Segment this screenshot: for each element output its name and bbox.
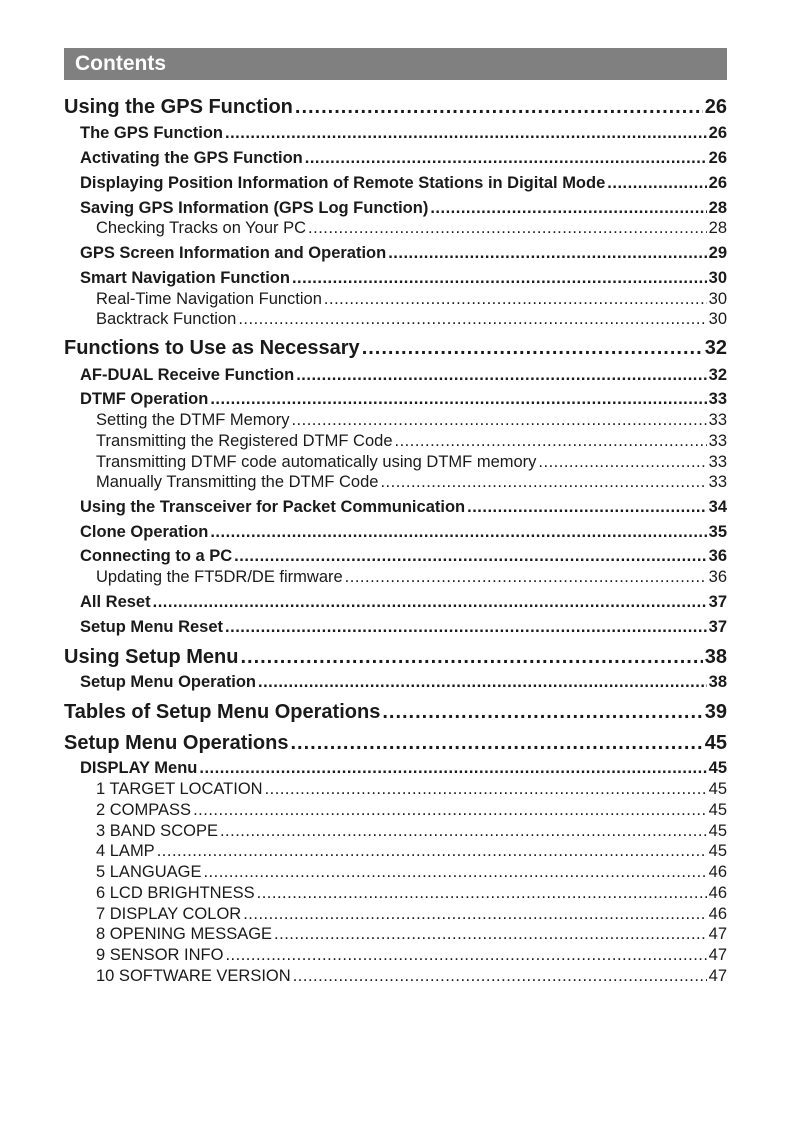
toc-item-entry[interactable] [96,904,727,924]
toc-entry-title: 2 COMPASS [96,801,192,819]
toc-subsection-entry[interactable] [80,173,727,193]
toc-item-entry[interactable] [96,309,727,329]
toc-item-entry[interactable] [96,779,727,799]
toc-entry-title: 4 LAMP [96,842,155,860]
toc-entry-title: Transmitting the Registered DTMF Code [96,432,393,450]
toc-page-number: 35 [708,523,727,541]
toc-page-number: 45 [704,732,727,754]
toc-page-number: 28 [708,219,727,237]
toc-item-entry[interactable] [96,410,727,430]
toc-subsection-entry[interactable] [80,148,727,168]
toc-page-number: 30 [708,290,727,308]
toc-page-number: 30 [708,269,727,287]
toc-page-number: 38 [704,646,727,668]
toc-dot-leader [293,966,707,986]
toc-page-number: 46 [708,884,727,902]
toc-item-entry[interactable] [96,945,727,965]
toc-page-number: 45 [708,780,727,798]
toc-page-number: 39 [704,701,727,723]
toc-dot-leader [382,700,702,724]
toc-entry-title: 9 SENSOR INFO [96,946,224,964]
toc-page-number: 30 [708,310,727,328]
toc-subsection-entry[interactable] [80,365,727,385]
toc-dot-leader [265,779,707,799]
toc-dot-leader [240,645,702,669]
toc-dot-leader [362,336,703,360]
toc-page-number: 33 [708,390,727,408]
toc-subsection-entry[interactable] [80,198,727,218]
toc-entry-title: 10 SOFTWARE VERSION [96,967,291,985]
toc-entry-title: Activating the GPS Function [80,149,303,167]
toc-page-number: 36 [708,547,727,565]
toc-dot-leader [308,218,707,238]
toc-dot-leader [538,452,706,472]
toc-page-number: 26 [708,149,727,167]
toc-entry-title: Real-Time Navigation Function [96,290,322,308]
toc-dot-leader [380,472,706,492]
toc-section-entry[interactable] [64,731,727,755]
toc-subsection-entry[interactable] [80,497,727,517]
toc-page-number: 26 [704,96,727,118]
toc-subsection-entry[interactable] [80,617,727,637]
toc-page-number: 47 [708,946,727,964]
toc-entry-title: Updating the FT5DR/DE firmware [96,568,343,586]
toc-entry-title: 3 BAND SCOPE [96,822,218,840]
toc-page-number: 28 [708,199,727,217]
toc-subsection-entry[interactable] [80,243,727,263]
toc-entry-title: Checking Tracks on Your PC [96,219,307,237]
toc-item-entry[interactable] [96,289,727,309]
toc-page-number: 26 [708,174,727,192]
toc-dot-leader [210,389,706,409]
toc-dot-leader [210,522,706,542]
toc-entry-title: GPS Screen Information and Operation [80,244,387,262]
toc-entry-title: The GPS Function [80,124,223,142]
toc-dot-leader [324,289,707,309]
toc-item-entry[interactable] [96,472,727,492]
toc-item-entry[interactable] [96,883,727,903]
toc-dot-leader [607,173,706,193]
toc-dot-leader [157,841,707,861]
toc-dot-leader [290,731,702,755]
toc-entry-title: Saving GPS Information (GPS Log Function) [80,199,429,217]
toc-page-number: 47 [708,925,727,943]
toc-section-entry[interactable] [64,336,727,360]
toc-dot-leader [295,95,703,119]
toc-dot-leader [274,924,707,944]
toc-item-entry[interactable] [96,567,727,587]
toc-dot-leader [225,617,707,637]
toc-item-entry[interactable] [96,966,727,986]
toc-entry-title: Smart Navigation Function [80,269,290,287]
toc-subsection-entry[interactable] [80,672,727,692]
toc-dot-leader [345,567,707,587]
toc-page-number: 37 [708,618,727,636]
toc-entry-title: Connecting to a PC [80,547,233,565]
toc-entry-title: Using the Transceiver for Packet Communication [80,498,466,516]
toc-subsection-entry[interactable] [80,522,727,542]
toc-page-number: 38 [708,673,727,691]
toc-page-number: 33 [708,432,727,450]
toc-page-number: 45 [708,759,727,777]
toc-item-entry[interactable] [96,862,727,882]
toc-dot-leader [395,431,707,451]
toc-dot-leader [388,243,706,263]
toc-entry-title: Backtrack Function [96,310,237,328]
toc-dot-leader [430,198,706,218]
toc-item-entry[interactable] [96,821,727,841]
toc-item-entry[interactable] [96,218,727,238]
toc-item-entry[interactable] [96,924,727,944]
toc-page-number: 45 [708,842,727,860]
toc-entry-title: Setting the DTMF Memory [96,411,290,429]
toc-page-number: 33 [708,473,727,491]
toc-dot-leader [234,546,706,566]
toc-dot-leader [225,123,707,143]
toc-dot-leader [257,883,707,903]
toc-item-entry[interactable] [96,841,727,861]
toc-entry-title: DTMF Operation [80,390,209,408]
toc-page-number: 37 [708,593,727,611]
toc-entry-title: Setup Menu Reset [80,618,224,636]
toc-page-number: 46 [708,905,727,923]
toc-section-entry[interactable] [64,700,727,724]
toc-entry-title: All Reset [80,593,151,611]
toc-entry-title: Setup Menu Operations [64,732,289,754]
toc-section-entry[interactable] [64,95,727,119]
toc-dot-leader [258,672,707,692]
toc-entry-title: AF-DUAL Receive Function [80,366,295,384]
toc-entry-title: Functions to Use as Necessary [64,337,360,359]
contents-title: Contents [75,52,166,75]
toc-entry-title: Displaying Position Information of Remote Stations in Digital Mode [80,174,606,192]
toc-dot-leader [199,758,706,778]
toc-dot-leader [238,309,706,329]
toc-dot-leader [153,592,707,612]
toc-entry-title: 8 OPENING MESSAGE [96,925,273,943]
toc-page-number: 29 [708,244,727,262]
toc-page-number: 26 [708,124,727,142]
toc-entry-title: 5 LANGUAGE [96,863,202,881]
toc-entry-title: DISPLAY Menu [80,759,198,777]
toc-dot-leader [220,821,707,841]
toc-entry-title: 6 LCD BRIGHTNESS [96,884,255,902]
toc-subsection-entry[interactable] [80,268,727,288]
toc-item-entry[interactable] [96,452,727,472]
toc-entry-title: Tables of Setup Menu Operations [64,701,381,723]
toc-subsection-entry[interactable] [80,123,727,143]
toc-entry-title: Transmitting DTMF code automatically using DTMF memory [96,453,537,471]
toc-dot-leader [292,268,707,288]
toc-page-number: 33 [708,453,727,471]
toc-subsection-entry[interactable] [80,389,727,409]
toc-entry-title: Setup Menu Operation [80,673,257,691]
toc-item-entry[interactable] [96,800,727,820]
toc-dot-leader [305,148,707,168]
toc-item-entry[interactable] [96,431,727,451]
toc-dot-leader [296,365,706,385]
toc-entry-title: Clone Operation [80,523,209,541]
toc-subsection-entry[interactable] [80,592,727,612]
toc-page-number: 47 [708,967,727,985]
toc-page-number: 34 [708,498,727,516]
toc-entry-title: Manually Transmitting the DTMF Code [96,473,379,491]
toc-section-entry[interactable] [64,645,727,669]
toc-page-number: 32 [704,337,727,359]
toc-dot-leader [225,945,706,965]
toc-page-number: 45 [708,822,727,840]
toc-dot-leader [203,862,706,882]
toc-dot-leader [467,497,707,517]
toc-page-number: 33 [708,411,727,429]
toc-entry-title: Using the GPS Function [64,96,293,118]
toc-page-number: 36 [708,568,727,586]
toc-page-number: 32 [708,366,727,384]
toc-page-number: 46 [708,863,727,881]
toc-dot-leader [291,410,706,430]
toc-entry-title: Using Setup Menu [64,646,239,668]
toc-subsection-entry[interactable] [80,546,727,566]
toc-entry-title: 7 DISPLAY COLOR [96,905,242,923]
toc-dot-leader [243,904,706,924]
toc-entry-title: 1 TARGET LOCATION [96,780,263,798]
toc-subsection-entry[interactable] [80,758,727,778]
toc-dot-leader [193,800,707,820]
toc-page-number: 45 [708,801,727,819]
